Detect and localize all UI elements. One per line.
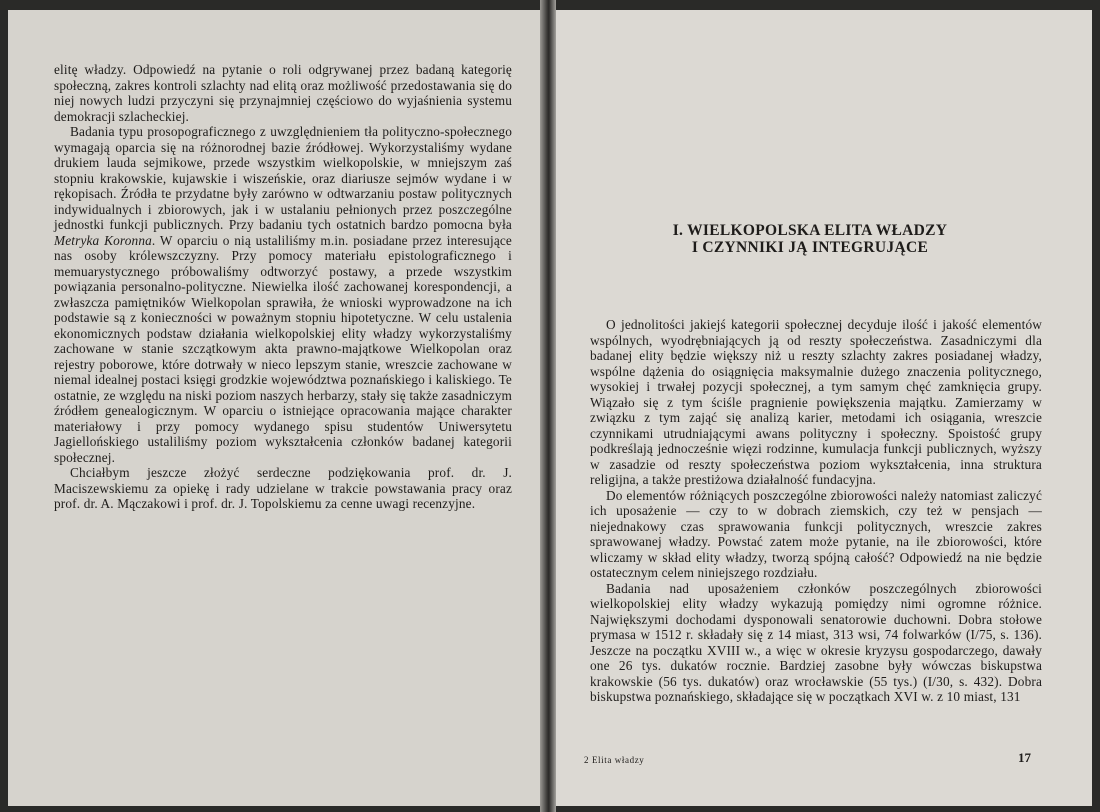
book-gutter: [540, 0, 556, 812]
footer-signature: 2 Elita władzy: [584, 755, 645, 765]
left-paragraph-3: Chciałbym jeszcze złożyć serdeczne podziękowania prof. dr. J. Maciszewskiemu za opiekę i rady udzielane w trakcie powstawania pracy oraz prof. dr. A. Mączakowi i prof. dr. J. Topolskiemu za cenne uwagi recenzyjne.: [54, 465, 512, 511]
left-page-text: [54, 62, 512, 512]
chapter-heading: [605, 222, 1015, 256]
right-paragraph-2: Do elementów różniących poszczególne zbiorowości należy natomiast zaliczyć ich uposażenie — czy to w dobrach ziemskich, czy też w pensjach — niejednakowy czas sprawowania funkcji politycznych, wreszcie zakres sprawowanej władzy. Powstać zatem może pytanie, na ile zbiorowości, które wliczamy w skład elity władzy, tworzą spójną całość? Odpowiedź na nie będzie ostatecznym celem niniejszego rozdziału.: [590, 487, 1042, 580]
italic-title: Metryka Koronna: [54, 232, 152, 248]
chapter-heading-line-1: I. WIELKOPOLSKA ELITA WŁADZY: [672, 222, 948, 239]
left-paragraph-1: elitę władzy. Odpowiedź na pytanie o roli odgrywanej przez badaną kategorię społeczną, zakres kontroli szlachty nad elitą oraz możliwość przedostawania się do niej nowych ludzi przyczyni się przynajmniej częściowo do wyjaśnienia systemu demokracji szlacheckiej.: [54, 62, 512, 124]
left-paragraph-2: Badania typu prosopograficznego z uwzględnieniem tła polityczno-społecznego wymagają oparcia się na różnorodnej bazie źródłowej. Wykorzystaliśmy wydane drukiem lauda sejmikowe, przede wszystkim wielkopolskie, w mniejszym zaś stopniu krakowskie, kujawskie i wiszeńskie, oraz diariusze sejmów wydane i w rękopisach. Źródła te przydatne były zarówno w odtwarzaniu postaw politycznych indywidualnych i zbiorowych, jak i w ustalaniu pełnionych przez poszczególne jednostki funkcji publicznych. Przy badaniu tych ostatnich bardzo pomocna była Metryka Koronna. W oparciu o nią ustaliliśmy m.in. posiadane przez interesujące nas osoby królewszczyzny. Przy pomocy materiału epistolograficznego i memuarystycznego próbowaliśmy odtworzyć postawy, a przede wszystkim powiązania personalno-polityczne. Niewielka ilość zachowanej korespondencji, a zwłaszcza pamiętników Wielkopolan sprawiła, że wnioski wyprowadzone na ich podstawie są z konieczności w poważnym stopniu hipotetyczne. W celu ustalenia ekonomicznych podstaw działania wielkopolskiej elity władzy wykorzystaliśmy zachowane w stanie szczątkowym akta prawno-majątkowe Wielkopolan oraz rejestry poborowe, które dotrwały w nieco lepszym stanie, wreszcie zachowane w niemal idealnej postaci księgi grodzkie województwa poznańskiego i kaliskiego. Te ostatnie, ze względu na niski poziom naszych herbarzy, stały się także zasadniczym źródłem genealogicznym. W oparciu o istniejące opracowania mające charakter materiałowy i przy pomocy wydanego spisu studentów Uniwersytetu Jagiellońskiego ustaliliśmy poziom wykształcenia członków badanej kategorii społecznej.: [54, 124, 512, 465]
right-paragraph-1: O jednolitości jakiejś kategorii społecznej decyduje ilość i jakość elementów wspólnych, wyodrębniających ją od reszty społeczeństwa. Zasadniczymi dla badanej elity będzie większy niż u reszty szlachty zakres posiadanej władzy, wspólne dążenia do osiągnięcia maksymalnie dużego znaczenia politycznego, wysokiej i trwałej pozycji społecznej, a tym samym chęć zamknięcia grupy. Wiązało się z tym ściśle pragnienie powiększenia majątku. Zamierzamy w związku z tym zająć się analizą karier, metodami ich osiągania, wreszcie czynnikami utrudniającymi awans polityczny i społeczny. Spoistość grupy podkreślają jednocześnie więzi rodzinne, kumulacja funkcji publicznych, wyższy w zasadzie od reszty społeczeństwa poziom wykształcenia, inna struktura religijna, a także prestiżowa działalność fundacyjna.: [590, 317, 1042, 487]
right-page-text: [590, 317, 1042, 705]
chapter-heading-line-2: I CZYNNIKI JĄ INTEGRUJĄCE: [691, 239, 929, 256]
right-paragraph-3: Badania nad uposażeniem członków poszczególnych zbiorowości wielkopolskiej elity władzy wykazują pomiędzy nimi ogromne różnice. Największymi dochodami dysponowali senatorowie duchowni. Dobra stołowe prymasa w 1512 r. składały się z 14 miast, 313 wsi, 74 folwarków (I/75, s. 136). Jeszcze na początku XVIII w., a więc w okresie kryzysu gospodarczego, dawały one 26 tys. dukatów rocznie. Bardziej zasobne były wówczas biskupstwa krakowskie (56 tys. dukatów) oraz wrocławskie (55 tys.) (I/30, s. 432). Dobra biskupstwa poznańskiego, składające się w początkach XVI w. z 10 miast, 131: [590, 580, 1042, 704]
page-number: 17: [1018, 750, 1031, 765]
